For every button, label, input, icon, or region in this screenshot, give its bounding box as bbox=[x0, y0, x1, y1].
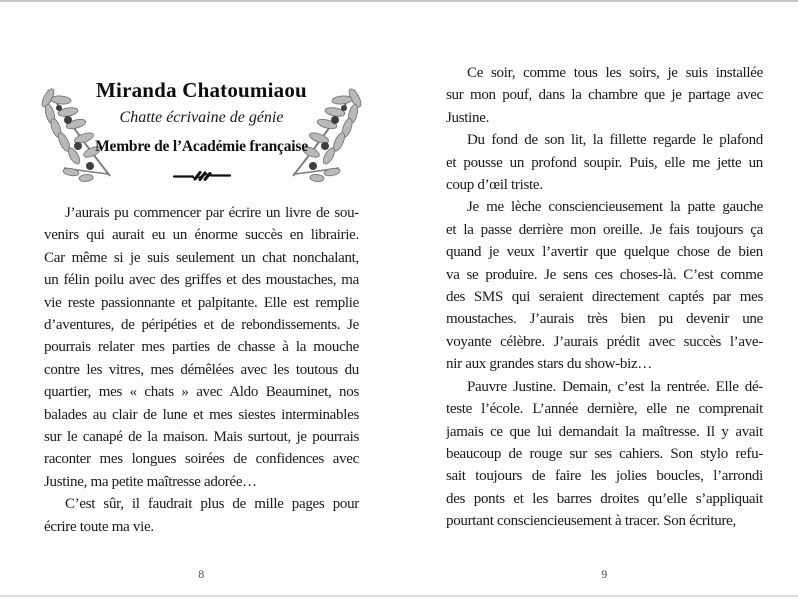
section-divider-icon bbox=[44, 169, 359, 188]
right-page bbox=[446, 62, 763, 562]
text-line: Ce soir, comme tous les soirs, je suis installée bbox=[467, 65, 763, 81]
text-line: vie reste passionnante et palpitante. Elle est remplie bbox=[44, 294, 359, 311]
author-name: Miranda Chatoumiaou bbox=[96, 78, 307, 102]
text-line: Justine, ma petite maîtresse adorée… bbox=[44, 473, 257, 490]
text-line: contre les vitres, mes démêlées avec les toutous du bbox=[44, 361, 359, 378]
left-page bbox=[44, 62, 359, 562]
page-number-right: 9 bbox=[601, 567, 608, 581]
right-page-body-text bbox=[446, 62, 763, 533]
text-line: Du fond de son lit, la fillette regarde le plafond bbox=[467, 132, 763, 149]
text-line: beaucoup de rouge sur ses cahiers. Son stylo refu- bbox=[446, 445, 763, 462]
text-line: des SMS qui seraient directement captés par mes bbox=[446, 289, 763, 306]
window-bottom-edge bbox=[0, 595, 798, 597]
text-line: quartier, mes « chats » avec Aldo Beauminet, nos bbox=[44, 384, 359, 401]
text-line: quand je veux l’avertir que quelque chose de bien bbox=[446, 244, 763, 261]
text-line: sur mon pouf, dans la chambre que je partage avec bbox=[446, 87, 763, 104]
text-line: Je me lèche consciencieusement la patte gauche bbox=[467, 199, 763, 216]
text-line: pourtant consciencieusement à tracer. Son écriture, bbox=[446, 513, 736, 530]
text-line: sait toujours de faire les jolies boucles, l’arrondi bbox=[446, 468, 763, 485]
text-line: venirs qui aurait eu un énorme succès en librairie. bbox=[44, 227, 359, 244]
left-page-body-text bbox=[44, 202, 359, 538]
text-line: et la passe derrière mon oreille. Je fais toujours ça bbox=[446, 221, 763, 238]
text-line: coup d’œil triste. bbox=[446, 177, 543, 194]
text-line: jamais ce que lui demandait la maîtresse. Il y avait bbox=[446, 423, 763, 440]
text-line: Car même si je suis seulement un chat nonchalant, bbox=[44, 249, 359, 266]
text-line: moustaches. J’aurais très bien pu devenir une bbox=[446, 311, 763, 328]
text-line: et pousse un profond soupir. Puis, elle me jette un bbox=[446, 154, 763, 171]
author-role: Chatte écrivaine de génie bbox=[119, 109, 284, 126]
text-line: J’aurais pu commencer par écrire un livre de sou- bbox=[65, 205, 359, 221]
text-line: teste l’école. L’année dernière, elle ne comprenait bbox=[446, 401, 763, 418]
text-line: Pauvre Justine. Demain, c’est la rentrée. Elle dé- bbox=[467, 378, 763, 395]
text-line: sur le canapé de la maison. Mais surtout, je pourrais bbox=[44, 429, 359, 446]
text-line: écrire toute ma vie. bbox=[44, 518, 154, 535]
text-line: Justine. bbox=[446, 109, 490, 126]
text-line: pourrais relater mes parties de chasse à la mouche bbox=[44, 339, 359, 356]
text-line: voyante célèbre. J’aurais prédit avec succès l’ave- bbox=[446, 333, 763, 350]
text-line: des ponts et les barres droites qu’elle s’appliquait bbox=[446, 490, 763, 507]
text-line: C’est sûr, il faudrait plus de mille pages pour bbox=[65, 496, 359, 513]
page-number-left: 8 bbox=[198, 567, 205, 581]
text-line: nir aux grandes stars du show-biz… bbox=[446, 356, 653, 373]
window-top-edge bbox=[0, 0, 798, 2]
text-line: balades au clair de lune et mes siestes interminables bbox=[44, 406, 359, 423]
text-line: d’aventures, de péripéties et de rebondissements. Je bbox=[44, 317, 359, 334]
author-affiliation: Membre de l’Académie française bbox=[95, 138, 308, 155]
text-line: raconter mes longues soirées de confidences avec bbox=[44, 451, 359, 468]
text-line: un félin poilu avec des griffes et des moustaches, ma bbox=[44, 272, 359, 289]
text-line: va se produire. Je sens ces choses-là. C’est comme bbox=[446, 266, 763, 283]
